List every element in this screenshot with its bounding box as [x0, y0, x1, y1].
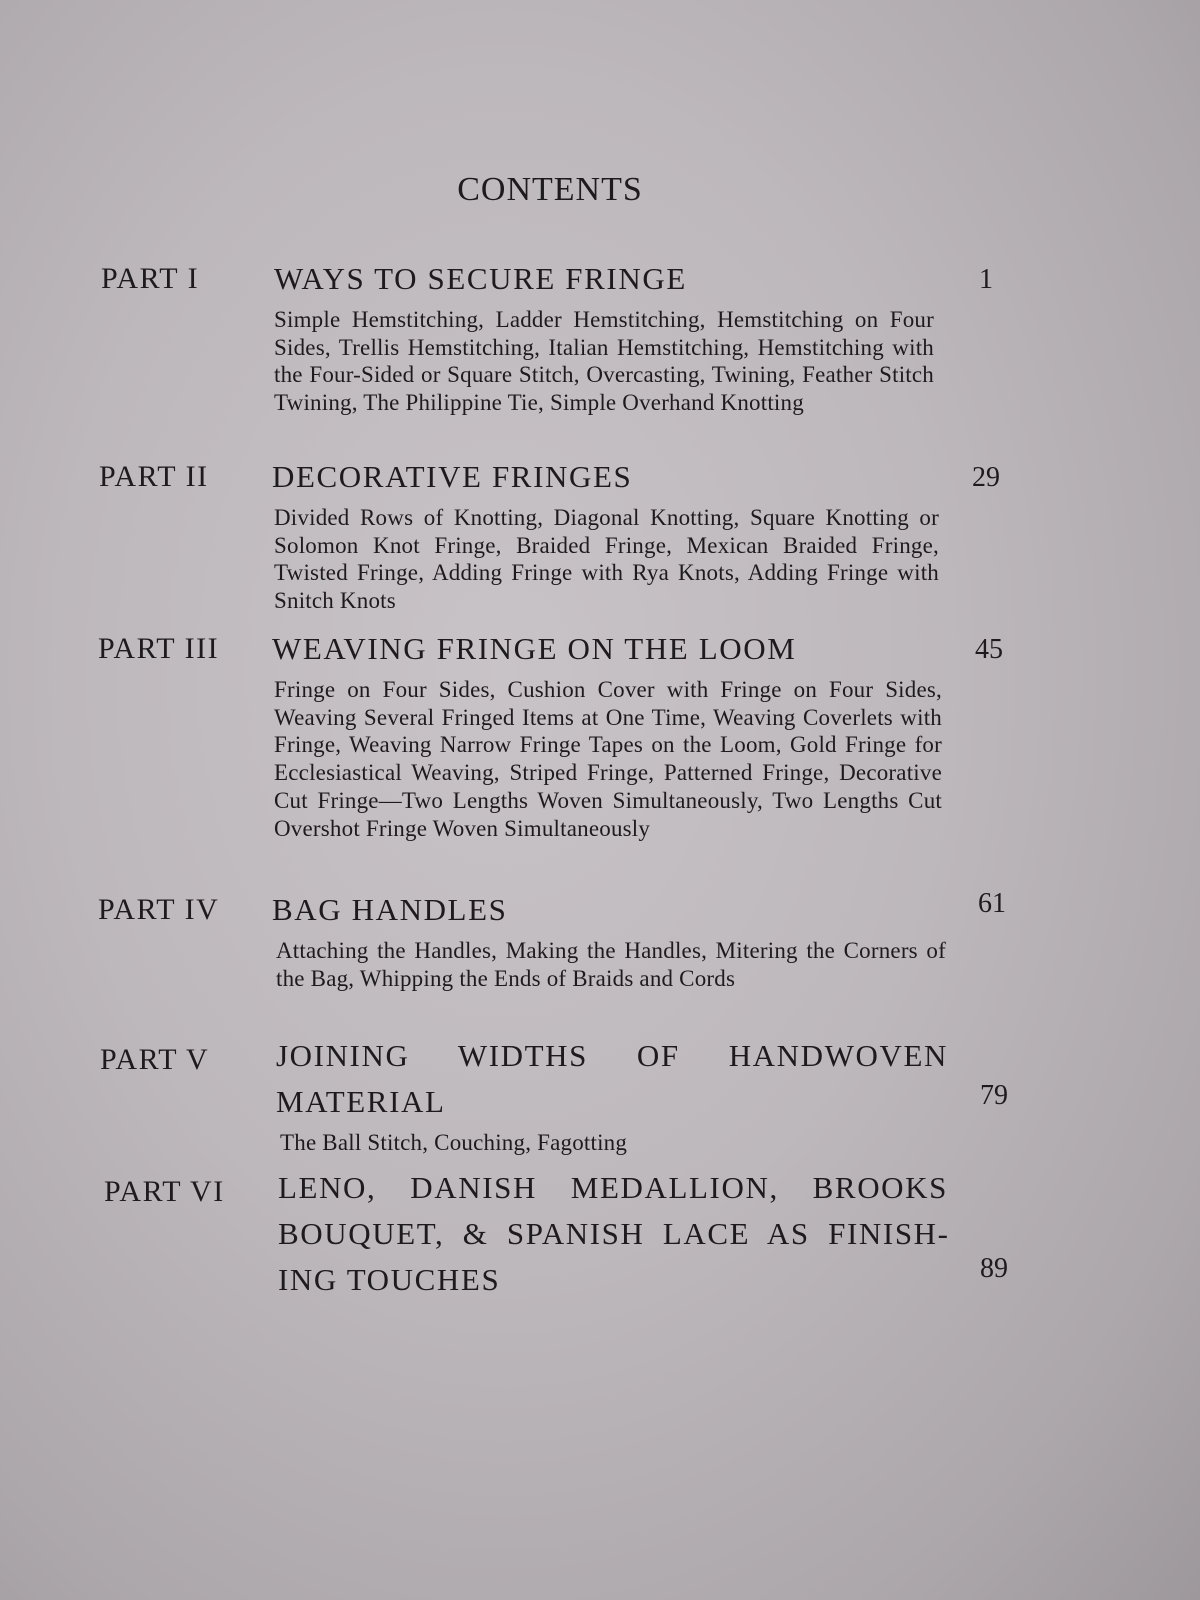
part-description: Divided Rows of Knotting, Diagonal Knotting, Square Knotting or Solomon Knot Fringe, Braided Fringe, Mexican Braided Fringe, Twisted Fringe, Adding Fringe with Rya Knots, Adding Fringe with Snitch Knots: [274, 505, 939, 614]
part-description: Simple Hemstitching, Ladder Hemstitching, Hemstitching on Four Sides, Trellis Hemstitching, Italian Hemstitching, Hemstitching with the Four-Sided or Square Stitch, Overcasting, Twining, Feather Stitch Twining, The Philippine Tie, Simple Overhand Knotting: [274, 307, 934, 416]
page-number: 45: [975, 634, 1003, 665]
part-label: PART I: [101, 262, 200, 295]
part-label: PART VI: [104, 1175, 225, 1208]
part-title: WEAVING FRINGE ON THE LOOM: [272, 631, 797, 666]
page-number: 1: [979, 264, 993, 295]
part-description: The Ball Stitch, Couching, Fagotting: [280, 1130, 628, 1155]
page-number: 29: [972, 462, 1000, 493]
page-number: 61: [978, 888, 1006, 919]
part-description: Fringe on Four Sides, Cushion Cover with Fringe on Four Sides, Weaving Several Fringed Items at One Time, Weaving Coverlets with Fringe, Weaving Narrow Fringe Tapes on the Loom, Gold Fringe for Ecclesiastical Weaving, Striped Fringe, Patterned Fringe, Decorative Cut Fringe—Two Lengths Woven Simultaneously, Two Lengths Cut Overshot Fringe Woven Simultaneously: [274, 677, 942, 841]
part-label: PART V: [100, 1043, 210, 1076]
part-title: JOINING WIDTHS OF HANDWOVEN MATERIAL: [276, 1038, 948, 1119]
part-title: WAYS TO SECURE FRINGE: [274, 261, 687, 296]
part-title: LENO, DANISH MEDALLION, BROOKS BOUQUET, & SPANISH LACE AS FINISHING TOUCHES: [278, 1170, 948, 1297]
page-number: 79: [980, 1080, 1008, 1111]
part-label: PART IV: [98, 893, 220, 926]
part-title: DECORATIVE FRINGES: [272, 459, 633, 494]
page-number: 89: [980, 1253, 1008, 1284]
part-description: Attaching the Handles, Making the Handles, Mitering the Corners of the Bag, Whipping the Ends of Braids and Cords: [276, 938, 946, 991]
part-label: PART II: [99, 460, 209, 493]
part-title: BAG HANDLES: [272, 892, 508, 927]
part-label: PART III: [98, 632, 220, 665]
page-title: CONTENTS: [457, 171, 643, 208]
